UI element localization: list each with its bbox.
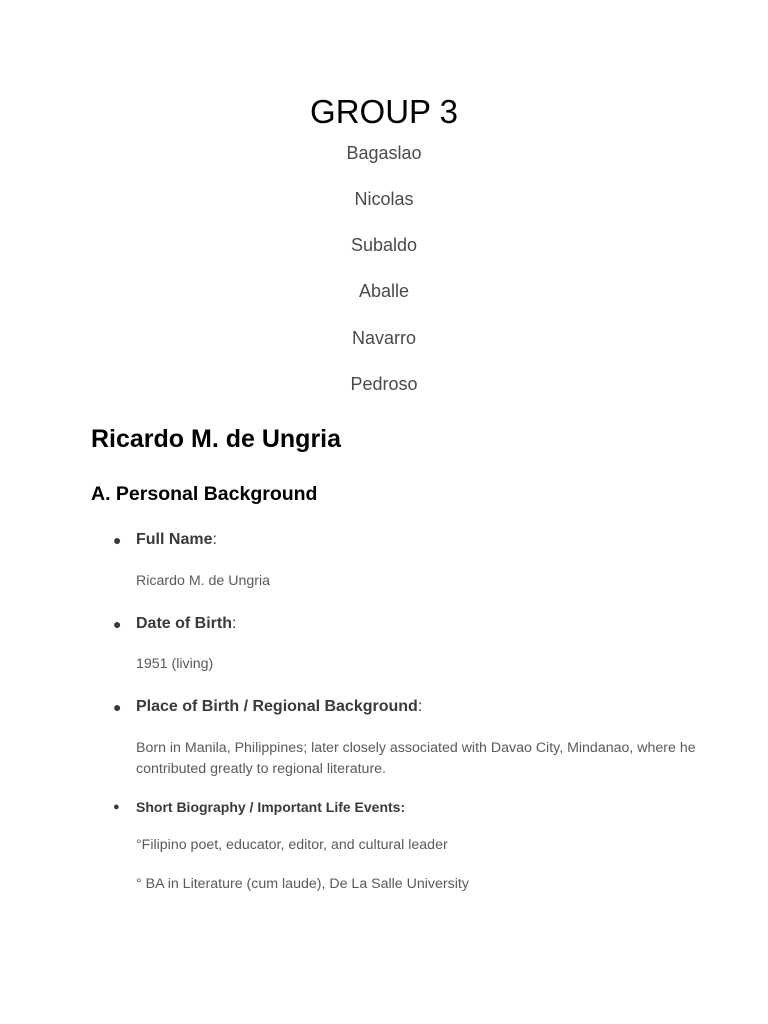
section-heading: A. Personal Background (91, 483, 318, 505)
item-label: Short Biography / Important Life Events: (136, 799, 406, 815)
item-value: 1951 (living) (136, 656, 214, 672)
item-label: Date of Birth: (136, 615, 237, 632)
member-name: Pedroso (350, 374, 418, 394)
group-title: GROUP 3 (310, 93, 458, 130)
bullet-icon: ● (113, 801, 120, 813)
item-value: ° BA in Literature (cum laude), De La Salle University (136, 876, 469, 892)
bullet-icon: ● (113, 532, 122, 548)
bullet-icon: ● (113, 699, 122, 715)
member-name: Bagaslao (346, 143, 422, 163)
item-label: Place of Birth / Regional Background: (136, 698, 423, 715)
item-value: Ricardo M. de Ungria (136, 573, 271, 589)
member-name: Navarro (351, 328, 417, 348)
member-name: Aballe (358, 281, 410, 301)
member-name: Nicolas (354, 189, 414, 209)
item-value: °Filipino poet, educator, editor, and cultural leader (136, 837, 448, 853)
item-value: Born in Manila, Philippines; later closely associated with Davao City, Mindanao, where he contributed greatly to regional literature. (136, 740, 696, 777)
item-label: Full Name: (136, 531, 217, 548)
bullet-icon: ● (113, 616, 122, 632)
member-name: Subaldo (350, 235, 418, 255)
subject-heading: Ricardo M. de Ungria (91, 425, 342, 453)
